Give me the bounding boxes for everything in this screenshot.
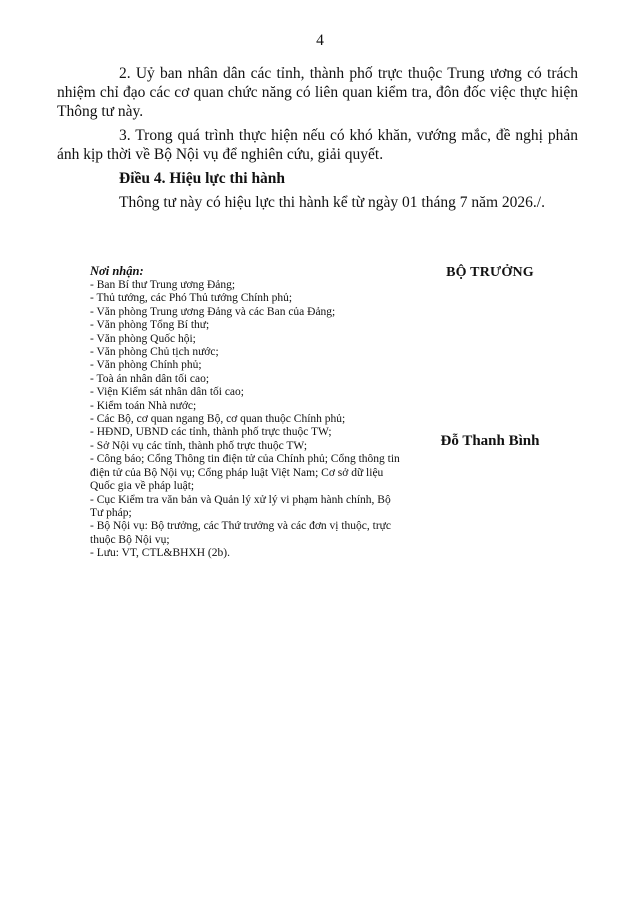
recipient-item: - Văn phòng Chính phủ;: [90, 359, 202, 372]
recipient-item: - Ban Bí thư Trung ương Đảng;: [90, 279, 236, 291]
signer-name: Đỗ Thanh Bình: [440, 433, 540, 449]
signer-title: BỘ TRƯỞNG: [446, 265, 534, 280]
document-footer: [57, 264, 578, 561]
recipient-item: - Lưu: VT, CTL&BHXH (2b).: [90, 547, 230, 560]
recipient-item: - Văn phòng Tổng Bí thư;: [90, 319, 210, 332]
recipient-item: - Toà án nhân dân tối cao;: [90, 372, 210, 385]
recipients-block: [57, 264, 402, 561]
recipient-item: - Văn phòng Chủ tịch nước;: [90, 346, 219, 359]
recipient-item: - Các Bộ, cơ quan ngang Bộ, cơ quan thuộc Chính phủ;: [90, 413, 346, 426]
paragraph-3: 3. Trong quá trình thực hiện nếu có khó khăn, vướng mắc, đề nghị phản ánh kịp thời về Bộ Nội vụ để nghiên cứu, giải quyết.: [57, 127, 578, 163]
recipient-item: - Sở Nội vụ các tỉnh, thành phố trực thuộc TW;: [90, 439, 308, 452]
recipient-item: - Kiểm toán Nhà nước;: [90, 399, 197, 412]
recipient-item: - Cục Kiểm tra văn bản và Quản lý xử lý vi phạm hành chính, Bộ Tư pháp;: [90, 493, 391, 519]
page-number: 4: [316, 32, 324, 49]
recipient-item: - Văn phòng Trung ương Đảng và các Ban của Đảng;: [90, 305, 336, 318]
recipient-item: - Viện Kiểm sát nhân dân tối cao;: [90, 386, 244, 399]
body-text: [57, 64, 578, 212]
recipients-list: [90, 279, 402, 561]
article-4-heading: Điều 4. Hiệu lực thi hành: [119, 170, 286, 187]
recipient-item: - Thủ tướng, các Phó Thủ tướng Chính phủ;: [90, 292, 293, 305]
document-content: [57, 64, 578, 561]
recipient-item: - Bộ Nội vụ: Bộ trưởng, các Thứ trưởng và các đơn vị thuộc, trực thuộc Bộ Nội vụ;: [90, 520, 392, 546]
paragraph-2: 2. Uỷ ban nhân dân các tỉnh, thành phố trực thuộc Trung ương có trách nhiệm chỉ đạo các cơ quan chức năng có liên quan kiểm tra, đôn đốc việc thực hiện Thông tư này.: [57, 65, 578, 120]
signature-block: [402, 264, 578, 561]
recipient-item: - Văn phòng Quốc hội;: [90, 332, 196, 345]
recipient-item: - HĐND, UBND các tỉnh, thành phố trực thuộc TW;: [90, 426, 332, 439]
recipients-label: Nơi nhận:: [90, 264, 144, 278]
effective-date-paragraph: Thông tư này có hiệu lực thi hành kể từ ngày 01 tháng 7 năm 2026./.: [119, 194, 545, 211]
recipient-item: - Công báo; Cổng Thông tin điện tử của Chính phủ; Cổng thông tin điện tử của Bộ Nội vụ; Cổng pháp luật Việt Nam; Cơ sở dữ liệu Quốc gia về pháp luật;: [90, 453, 400, 493]
